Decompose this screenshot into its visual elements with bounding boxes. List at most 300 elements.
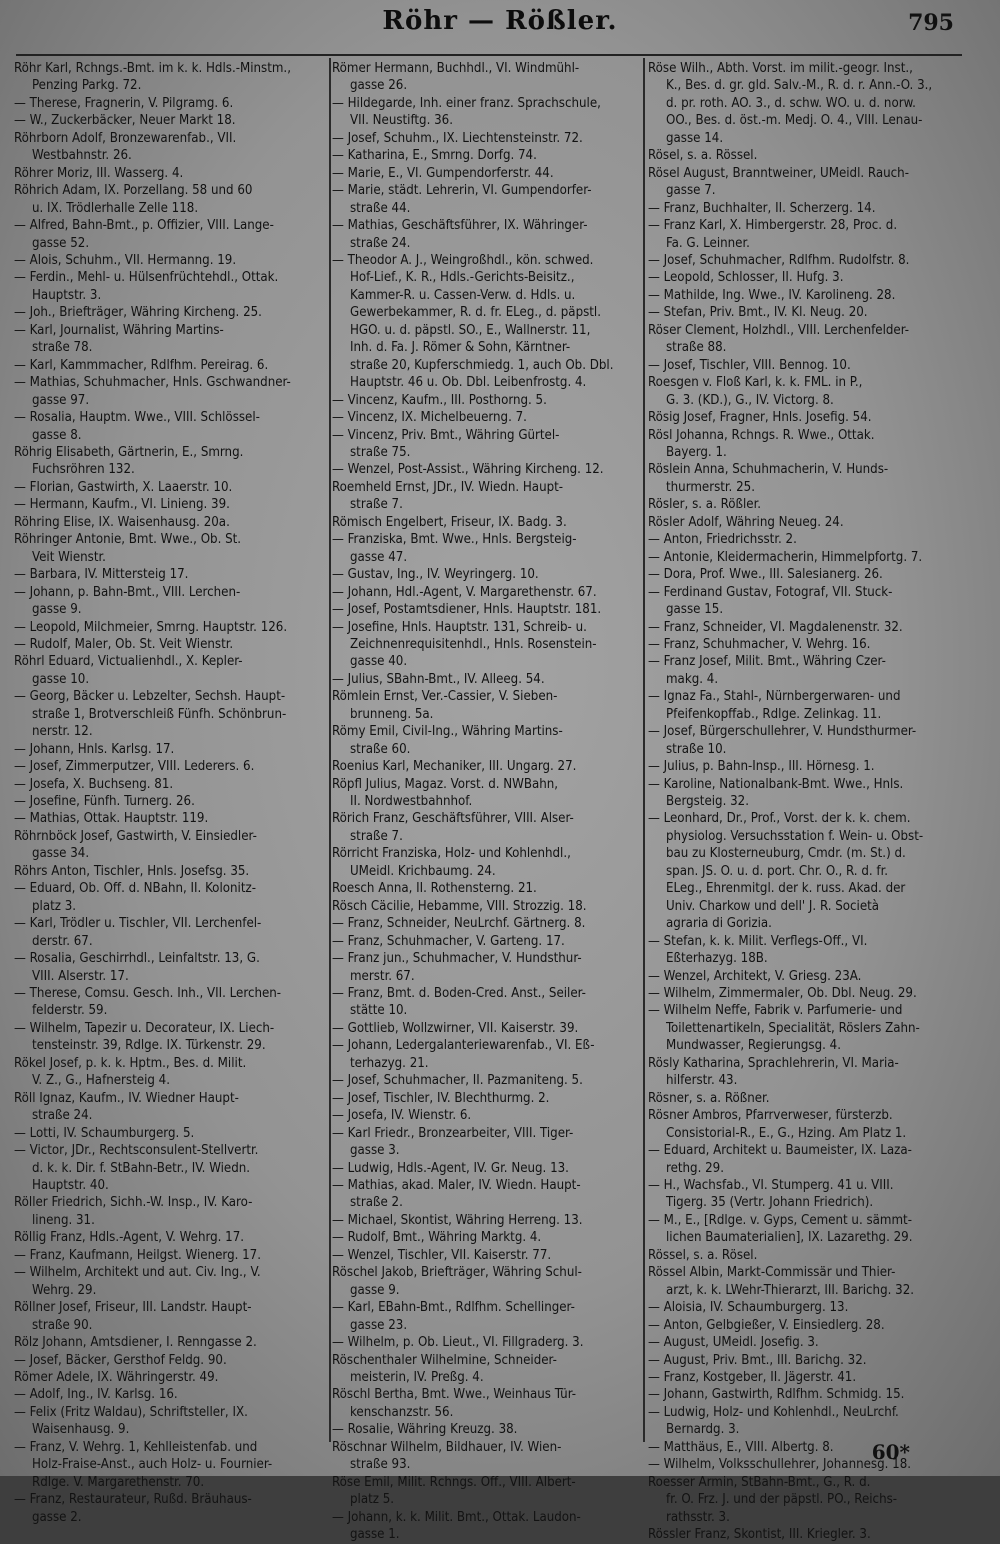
directory-entry xyxy=(14,810,329,827)
directory-entry xyxy=(332,479,642,514)
entry-line: straße 24. xyxy=(32,1108,93,1124)
entry-line: — Julius, p. Bahn-Insp., III. Hörnesg. 1. xyxy=(648,759,875,775)
entry-line: d. pr. roth. AO. 3., d. schw. WO. u. d. norw. xyxy=(666,95,916,111)
directory-entry xyxy=(14,304,329,321)
directory-entry xyxy=(332,1264,642,1299)
entry-line: — Franz, Kostgeber, II. Jägerstr. 41. xyxy=(648,1369,857,1385)
entry-line: — Karl Friedr., Bronzearbeiter, VIII. Tiger- xyxy=(332,1125,574,1141)
entry-line: straße 93. xyxy=(350,1457,411,1473)
directory-entry xyxy=(332,723,642,758)
directory-entry xyxy=(14,636,329,653)
entry-line: terhazyg. 21. xyxy=(350,1055,429,1071)
entry-line: Fa. G. Leinner. xyxy=(666,235,750,251)
directory-entry xyxy=(14,165,329,182)
directory-entry xyxy=(332,514,642,531)
entry-line: — Mathias, akad. Maler, IV. Wiedn. Haupt- xyxy=(332,1178,581,1193)
directory-entry xyxy=(14,1247,329,1264)
entry-line: — Wenzel, Tischler, VII. Kaiserstr. 77. xyxy=(332,1247,552,1263)
directory-entry xyxy=(332,130,642,147)
entry-line: Rösl Johanna, Rchngs. R. Wwe., Ottak. xyxy=(648,427,875,443)
entry-line: straße 88. xyxy=(666,340,727,356)
entry-line: — Antonie, Kleidermacherin, Himmelpfortg. 7. xyxy=(648,549,923,565)
directory-entry xyxy=(648,1526,956,1543)
directory-entry xyxy=(332,1072,642,1089)
entry-line: — Michael, Skontist, Währing Herreng. 13. xyxy=(332,1212,583,1228)
directory-entry xyxy=(332,1334,642,1351)
entry-line: Röhr Karl, Rchngs.-Bmt. im k. k. Hdls.-Minstm., xyxy=(14,61,291,76)
entry-line: OO., Bes. d. öst.-m. Medj. O. 4., VIII. Lenau- xyxy=(666,113,923,129)
directory-entry xyxy=(14,531,329,566)
directory-entry xyxy=(648,1177,956,1212)
entry-line: d. k. k. Dir. f. StBahn-Betr., IV. Wiedn. xyxy=(32,1160,251,1176)
directory-entry xyxy=(332,1037,642,1072)
directory-entry xyxy=(648,1107,956,1142)
directory-entry xyxy=(332,182,642,217)
entry-line: Kammer-R. u. Cassen-Verw. d. Hdls. u. xyxy=(350,287,576,303)
entry-line: — Leopold, Milchmeier, Smrng. Hauptstr. 126. xyxy=(14,619,288,635)
entry-line: Bergsteig. 32. xyxy=(666,794,749,810)
entry-line: — Katharina, E., Smrng. Dorfg. 74. xyxy=(332,148,537,164)
entry-line: — Josef, Postamtsdiener, Hnls. Hauptstr. 181. xyxy=(332,602,602,618)
directory-entry xyxy=(332,584,642,601)
entry-line: straße 44. xyxy=(350,200,411,216)
directory-entry xyxy=(648,1264,956,1299)
directory-entry xyxy=(648,1090,956,1107)
directory-entry xyxy=(648,304,956,321)
entry-line: rethg. 29. xyxy=(666,1160,724,1176)
entry-line: — Josef, Schuhmacher, Rdlfhm. Rudolfstr. 8. xyxy=(648,252,910,268)
directory-entry xyxy=(332,688,642,723)
entry-line: Römlein Ernst, Ver.-Cassier, V. Sieben- xyxy=(332,689,558,705)
entry-line: Gewerbekammer, R. d. fr. ELeg., d. päpstl. xyxy=(350,305,601,321)
directory-entry xyxy=(332,531,642,566)
entry-line: — Josefa, X. Buchseng. 81. xyxy=(14,776,174,792)
entry-line: Pfeifenkopffab., Rdlge. Zelinkag. 11. xyxy=(666,706,882,722)
directory-entry xyxy=(648,1212,956,1247)
entry-line: gasse 15. xyxy=(666,602,724,618)
entry-line: Rökel Josef, p. k. k. Hptm., Bes. d. Milit. xyxy=(14,1055,247,1071)
directory-entry xyxy=(14,322,329,357)
directory-entry xyxy=(332,758,642,775)
directory-entry xyxy=(648,1299,956,1316)
directory-entry xyxy=(648,1002,956,1054)
entry-line: Eßterhazyg. 18B. xyxy=(666,951,768,967)
directory-entry xyxy=(14,828,329,863)
directory-entry xyxy=(332,1177,642,1212)
entry-line: Rössel, s. a. Rösel. xyxy=(648,1247,758,1263)
directory-entry xyxy=(648,427,956,462)
entry-line: Rösner Ambros, Pfarrverweser, fürsterzb. xyxy=(648,1108,893,1124)
entry-line: brunneng. 5a. xyxy=(350,706,434,722)
entry-line: — H., Wachsfab., VI. Stumperg. 41 u. VIII. xyxy=(648,1178,894,1193)
entry-line: bau zu Klosterneuburg, Cmdr. (m. St.) d. xyxy=(666,846,906,862)
directory-entry xyxy=(332,1421,642,1438)
entry-line: Röller Friedrich, Sichh.-W. Insp., IV. Karo- xyxy=(14,1195,253,1211)
directory-entry xyxy=(14,1264,329,1299)
directory-entry xyxy=(14,1369,329,1386)
entry-line: — Karl, Kammmacher, Rdlfhm. Pereirag. 6. xyxy=(14,357,269,373)
entry-line: VII. Neustiftg. 36. xyxy=(350,113,453,129)
directory-entry xyxy=(14,1439,329,1491)
directory-entry xyxy=(14,1055,329,1090)
entry-line: — Ignaz Fa., Stahl-, Nürnbergerwaren- und xyxy=(648,689,901,705)
entry-line: — Eduard, Architekt u. Baumeister, IX. Laza- xyxy=(648,1143,912,1159)
entry-line: — Mathias, Geschäftsführer, IX. Währinger- xyxy=(332,218,588,234)
entry-line: Röschel Jakob, Briefträger, Währing Schul- xyxy=(332,1265,582,1281)
entry-line: — Franz, Restaurateur, Rußd. Bräuhaus- xyxy=(14,1492,252,1508)
directory-entry xyxy=(14,653,329,688)
entry-line: straße 24. xyxy=(350,235,411,251)
entry-line: — Karoline, Nationalbank-Bmt. Wwe., Hnls. xyxy=(648,776,904,792)
directory-entry xyxy=(648,810,956,932)
directory-entry xyxy=(648,409,956,426)
entry-line: — Adolf, Ing., IV. Karlsg. 16. xyxy=(14,1387,178,1403)
entry-line: — Franz Karl, X. Himbergerstr. 28, Proc. d. xyxy=(648,218,898,234)
entry-line: — Hildegarde, Inh. einer franz. Sprachschule, xyxy=(332,95,601,111)
entry-line: felderstr. 59. xyxy=(32,1003,108,1019)
entry-line: — Josef, Schuhm., IX. Liechtensteinstr. 72. xyxy=(332,130,583,146)
entry-line: Rösel August, Branntweiner, UMeidl. Rauch- xyxy=(648,165,909,181)
entry-line: — Georg, Bäcker u. Lebzelter, Sechsh. Haupt- xyxy=(14,689,286,705)
entry-line: — Franz, Schuhmacher, V. Wehrg. 16. xyxy=(648,636,871,652)
directory-entry xyxy=(332,810,642,845)
entry-line: Röpfl Julius, Magaz. Vorst. d. NWBahn, xyxy=(332,776,559,792)
entry-line: HGO. u. d. päpstl. SO., E., Wallnerstr. 11, xyxy=(350,322,591,338)
entry-line: — Rudolf, Bmt., Währing Marktg. 4. xyxy=(332,1230,542,1246)
entry-line: Rösler, s. a. Rößler. xyxy=(648,497,762,513)
entry-line: Roesch Anna, II. Rothensterng. 21. xyxy=(332,881,537,897)
entry-line: — Alfred, Bahn-Bmt., p. Offizier, VIII. Lange- xyxy=(14,218,274,234)
entry-line: — Therese, Fragnerin, V. Pilgramg. 6. xyxy=(14,95,234,111)
entry-line: — Franz, Kaufmann, Heilgst. Wienerg. 17. xyxy=(14,1247,261,1263)
column-left xyxy=(14,60,329,1525)
entry-line: Penzing Parkg. 72. xyxy=(32,78,142,94)
entry-line: — Barbara, IV. Mittersteig 17. xyxy=(14,567,189,583)
entry-line: — Stefan, k. k. Milit. Verflegs-Off., VI. xyxy=(648,933,868,949)
entry-line: — Joh., Briefträger, Währing Kircheng. 25. xyxy=(14,305,262,321)
entry-line: gasse 10. xyxy=(32,671,90,687)
entry-line: — Therese, Comsu. Gesch. Inh., VII. Lerchen- xyxy=(14,986,282,1002)
column-divider xyxy=(643,58,645,1442)
entry-line: Röllner Josef, Friseur, III. Landstr. Haupt- xyxy=(14,1300,252,1316)
entry-line: Rösly Katharina, Sprachlehrerin, VI. Maria- xyxy=(648,1055,899,1071)
directory-entry xyxy=(332,950,642,985)
directory-entry xyxy=(14,514,329,531)
directory-entry xyxy=(648,531,956,548)
entry-line: — Wilhelm, Tapezir u. Decorateur, IX. Liech- xyxy=(14,1020,275,1036)
entry-line: gasse 14. xyxy=(666,130,724,146)
directory-entry xyxy=(14,985,329,1020)
entry-line: platz 5. xyxy=(350,1492,395,1508)
entry-line: — Josef, Zimmerputzer, VIII. Lederers. 6. xyxy=(14,759,255,775)
directory-entry xyxy=(648,496,956,513)
entry-line: — Ferdin., Mehl- u. Hülsenfrüchtehdl., Ottak. xyxy=(14,270,279,286)
directory-entry xyxy=(648,1352,956,1369)
entry-line: — Hermann, Kaufm., VI. Linieng. 39. xyxy=(14,497,230,513)
page-number: 795 xyxy=(908,10,954,36)
entry-line: Hauptstr. 3. xyxy=(32,287,102,303)
directory-entry xyxy=(14,584,329,619)
directory-entry xyxy=(14,479,329,496)
entry-line: straße 7. xyxy=(350,497,403,513)
directory-entry xyxy=(14,130,329,165)
entry-line: — August, Priv. Bmt., III. Barichg. 32. xyxy=(648,1352,867,1368)
entry-line: Röhring Elise, IX. Waisenhausg. 20a. xyxy=(14,514,230,530)
entry-line: K., Bes. d. gr. gld. Salv.-M., R. d. r. Ann.-O. 3., xyxy=(666,78,933,94)
directory-entry xyxy=(332,619,642,671)
directory-entry xyxy=(14,374,329,409)
entry-line: — Franz, V. Wehrg. 1, Kehlleistenfab. und xyxy=(14,1439,258,1455)
header-rule xyxy=(16,54,962,56)
entry-line: — Rosalia, Hauptm. Wwe., VIII. Schlössel- xyxy=(14,410,260,426)
entry-line: — Franz, Schneider, VI. Magdalenenstr. 32. xyxy=(648,619,903,635)
entry-line: Roemheld Ernst, JDr., IV. Wiedn. Haupt- xyxy=(332,479,564,495)
directory-entry xyxy=(14,1352,329,1369)
entry-line: Bayerg. 1. xyxy=(666,444,727,460)
entry-line: Waisenhausg. 9. xyxy=(32,1422,130,1438)
entry-line: gasse 9. xyxy=(32,602,82,618)
entry-line: — Ferdinand Gustav, Fotograf, VII. Stuck- xyxy=(648,584,893,600)
entry-line: — Marie, E., VI. Gumpendorferstr. 44. xyxy=(332,165,554,181)
directory-entry xyxy=(648,287,956,304)
entry-line: — Wenzel, Post-Assist., Währing Kircheng. 12. xyxy=(332,462,604,478)
directory-entry xyxy=(332,1212,642,1229)
directory-entry xyxy=(332,1352,642,1387)
entry-line: Rösch Cäcilie, Hebamme, VIII. Strozzig. 18. xyxy=(332,898,587,914)
directory-entry xyxy=(14,1229,329,1246)
directory-entry xyxy=(332,252,642,392)
entry-line: Röslein Anna, Schuhmacherin, V. Hunds- xyxy=(648,462,889,478)
directory-entry xyxy=(648,60,956,147)
directory-entry xyxy=(14,566,329,583)
entry-line: straße 1, Brotverschleiß Fünfh. Schönbrun- xyxy=(32,706,287,722)
directory-entry xyxy=(14,776,329,793)
directory-entry xyxy=(332,1299,642,1334)
directory-entry xyxy=(648,1142,956,1177)
entry-line: — Stefan, Priv. Bmt., IV. Kl. Neug. 20. xyxy=(648,305,868,321)
entry-line: Röhrnböck Josef, Gastwirth, V. Einsiedler- xyxy=(14,828,257,844)
directory-entry xyxy=(648,985,956,1002)
directory-entry xyxy=(332,409,642,426)
entry-line: rathsstr. 3. xyxy=(666,1509,730,1525)
directory-entry xyxy=(648,1369,956,1386)
entry-line: tensteinstr. 39, Rdlge. IX. Türkenstr. 29. xyxy=(32,1038,266,1054)
directory-entry xyxy=(14,1404,329,1439)
directory-entry xyxy=(648,584,956,619)
entry-line: lichen Baumaterialien], IX. Lazarethg. 29. xyxy=(666,1230,913,1246)
entry-line: — Rosalia, Geschirrhdl., Leinfaltstr. 13, G. xyxy=(14,951,260,967)
entry-line: — Johann, Ledergalanteriewarenfab., VI. Eß- xyxy=(332,1038,595,1054)
entry-line: straße 78. xyxy=(32,340,93,356)
directory-entry xyxy=(648,1334,956,1351)
directory-entry xyxy=(332,1247,642,1264)
entry-line: gasse 8. xyxy=(32,427,82,443)
directory-entry xyxy=(648,147,956,164)
entry-line: Toilettenartikeln, Specialität, Röslers Zahn- xyxy=(666,1020,920,1036)
entry-line: Röschl Bertha, Bmt. Wwe., Weinhaus Tür- xyxy=(332,1387,577,1403)
directory-entry xyxy=(332,427,642,462)
entry-line: straße 2. xyxy=(350,1195,403,1211)
entry-line: Röhrig Elisabeth, Gärtnerin, E., Smrng. xyxy=(14,444,244,460)
directory-entry xyxy=(332,845,642,880)
directory-entry xyxy=(14,496,329,513)
directory-entry xyxy=(332,1160,642,1177)
entry-line: — Leopold, Schlosser, II. Hufg. 3. xyxy=(648,270,844,286)
directory-entry xyxy=(14,1090,329,1125)
directory-entry xyxy=(14,217,329,252)
directory-entry xyxy=(14,1491,329,1526)
directory-entry xyxy=(14,793,329,810)
directory-entry xyxy=(648,636,956,653)
entry-line: — Franz, Buchhalter, II. Scherzerg. 14. xyxy=(648,200,876,216)
entry-line: Rörich Franz, Geschäftsführer, VIII. Alser- xyxy=(332,811,574,827)
directory-entry xyxy=(648,217,956,252)
entry-line: Röhrer Moriz, III. Wasserg. 4. xyxy=(14,165,184,181)
entry-line: UMeidl. Krichbaumg. 24. xyxy=(350,863,496,879)
entry-line: — Rosalie, Währing Kreuzg. 38. xyxy=(332,1422,518,1438)
entry-line: Römer Adele, IX. Währingerstr. 49. xyxy=(14,1369,219,1385)
directory-entry xyxy=(648,322,956,357)
directory-entry xyxy=(332,1125,642,1160)
entry-line: straße 90. xyxy=(32,1317,93,1333)
entry-line: — Mathias, Ottak. Hauptstr. 119. xyxy=(14,811,209,827)
entry-line: — Franz, Bmt. d. Boden-Cred. Anst., Seiler- xyxy=(332,986,586,1002)
entry-line: — Ludwig, Hdls.-Agent, IV. Gr. Neug. 13. xyxy=(332,1160,569,1176)
entry-line: straße 60. xyxy=(350,741,411,757)
entry-line: hilferstr. 43. xyxy=(666,1073,738,1089)
entry-line: straße 20, Kupferschmiedg. 1, auch Ob. Dbl. xyxy=(350,357,614,373)
entry-line: gasse 1. xyxy=(350,1527,400,1543)
entry-line: — Vincenz, Priv. Bmt., Währing Gürtel- xyxy=(332,427,560,443)
directory-entry xyxy=(14,619,329,636)
directory-entry xyxy=(14,1142,329,1194)
entry-line: — August, UMeidl. Josefig. 3. xyxy=(648,1335,819,1351)
entry-line: — Aloisia, IV. Schaumburgerg. 13. xyxy=(648,1300,849,1316)
entry-line: — Johann, k. k. Milit. Bmt., Ottak. Laudon- xyxy=(332,1509,581,1525)
entry-line: Röhrborn Adolf, Bronzewarenfab., VII. xyxy=(14,130,237,146)
directory-entry xyxy=(648,1317,956,1334)
directory-entry xyxy=(14,1334,329,1351)
directory-entry xyxy=(332,217,642,252)
entry-line: — Florian, Gastwirth, X. Laaerstr. 10. xyxy=(14,479,233,495)
entry-line: — Johann, Gastwirth, Rdlfhm. Schmidg. 15. xyxy=(648,1387,905,1403)
directory-entry xyxy=(648,1247,956,1264)
directory-entry xyxy=(332,392,642,409)
entry-line: Rölz Johann, Amtsdiener, I. Renngasse 2. xyxy=(14,1335,257,1351)
entry-line: — Gustav, Ing., IV. Weyringerg. 10. xyxy=(332,567,539,583)
directory-entry xyxy=(14,95,329,112)
directory-entry xyxy=(14,182,329,217)
entry-line: — Leonhard, Dr., Prof., Vorst. der k. k. chem. xyxy=(648,811,911,827)
directory-entry xyxy=(648,165,956,200)
directory-entry xyxy=(648,374,956,409)
entry-line: — Vincenz, Kaufm., III. Posthorng. 5. xyxy=(332,392,547,408)
entry-line: — Franziska, Bmt. Wwe., Hnls. Bergsteig- xyxy=(332,532,577,548)
entry-line: — Josef, Tischler, IV. Blechthurmg. 2. xyxy=(332,1090,550,1106)
entry-line: physiolog. Versuchsstation f. Wein- u. Obst- xyxy=(666,828,924,844)
entry-line: — Dora, Prof. Wwe., III. Salesianerg. 26. xyxy=(648,567,883,583)
entry-line: — Gottlieb, Wollzwirner, VII. Kaiserstr. 39. xyxy=(332,1020,579,1036)
entry-line: — Lotti, IV. Schaumburgerg. 5. xyxy=(14,1125,195,1141)
directory-entry xyxy=(14,915,329,950)
directory-entry xyxy=(332,880,642,897)
entry-line: Röser Clement, Holzhdl., VIII. Lerchenfelder- xyxy=(648,322,910,338)
directory-entry xyxy=(332,95,642,130)
entry-line: Roesgen v. Floß Karl, k. k. FML. in P., xyxy=(648,375,863,391)
entry-line: — Mathilde, Ing. Wwe., IV. Karolineng. 28. xyxy=(648,287,896,303)
entry-line: Univ. Charkow und dell' J. R. Società xyxy=(666,898,880,914)
directory-entry xyxy=(14,1386,329,1403)
column-divider xyxy=(329,58,331,1442)
directory-entry xyxy=(332,671,642,688)
directory-entry xyxy=(332,915,642,932)
entry-line: — Karl, Journalist, Währing Martins- xyxy=(14,322,224,338)
entry-line: II. Nordwestbahnhof. xyxy=(350,794,473,810)
entry-line: VIII. Alserstr. 17. xyxy=(32,968,129,984)
entry-line: — Ludwig, Holz- und Kohlenhdl., NeuLrchf. xyxy=(648,1404,899,1420)
directory-entry xyxy=(648,566,956,583)
directory-entry xyxy=(332,933,642,950)
directory-entry xyxy=(648,269,956,286)
entry-line: — Anton, Friedrichsstr. 2. xyxy=(648,532,797,548)
directory-entry xyxy=(648,688,956,723)
entry-line: — Johann, p. Bahn-Bmt., VIII. Lerchen- xyxy=(14,584,241,600)
entry-line: derstr. 67. xyxy=(32,933,93,949)
entry-line: Rösel, s. a. Rössel. xyxy=(648,148,758,164)
directory-entry xyxy=(648,758,956,775)
entry-line: span. JS. O. u. d. port. Chr. O., R. d. fr. xyxy=(666,863,888,879)
entry-line: — M., E., [Rdlge. v. Gyps, Cement u. sämmt- xyxy=(648,1212,912,1228)
entry-line: Roesser Armin, StBahn-Bmt., G., R. d. xyxy=(648,1474,871,1490)
directory-entry xyxy=(332,1090,642,1107)
directory-entry xyxy=(14,688,329,740)
entry-line: Veit Wienstr. xyxy=(32,549,106,565)
directory-entry xyxy=(14,409,329,444)
entry-line: — Wilhelm, p. Ob. Lieut., VI. Fillgraderg. 3. xyxy=(332,1335,584,1351)
directory-entry xyxy=(648,549,956,566)
directory-entry xyxy=(648,723,956,758)
directory-entry xyxy=(648,776,956,811)
entry-line: — Josef, Tischler, VIII. Bennog. 10. xyxy=(648,357,851,373)
entry-line: Rössel Albin, Markt-Commissär und Thier- xyxy=(648,1265,896,1281)
entry-line: lineng. 31. xyxy=(32,1212,95,1228)
entry-line: fr. O. Frz. J. und der päpstl. PO., Reichs- xyxy=(666,1492,898,1508)
entry-line: Rösig Josef, Fragner, Hnls. Josefig. 54. xyxy=(648,410,872,426)
column-middle xyxy=(332,60,642,1543)
entry-line: Hauptstr. 46 u. Ob. Dbl. Leibenfrostg. 4. xyxy=(350,375,587,391)
entry-line: Roenius Karl, Mechaniker, III. Ungarg. 27. xyxy=(332,759,577,775)
page-title: Röhr — Rößler. xyxy=(382,6,618,36)
entry-line: ELeg., Ehrenmitgl. der k. russ. Akad. der xyxy=(666,881,906,897)
entry-line: gasse 23. xyxy=(350,1317,408,1333)
entry-line: — Wilhelm, Zimmermaler, Ob. Dbl. Neug. 29. xyxy=(648,986,917,1002)
entry-line: — Karl, EBahn-Bmt., Rdlfhm. Schellinger- xyxy=(332,1300,575,1316)
entry-line: — Franz, Schneider, NeuLrchf. Gärtnerg. 8. xyxy=(332,916,586,932)
entry-line: — Franz Josef, Milit. Bmt., Währing Czer- xyxy=(648,654,886,670)
directory-entry xyxy=(14,880,329,915)
entry-line: Bernardg. 3. xyxy=(666,1422,740,1438)
directory-entry xyxy=(648,461,956,496)
entry-line: platz 3. xyxy=(32,898,77,914)
directory-entry xyxy=(332,165,642,182)
directory-entry xyxy=(332,1386,642,1421)
directory-entry xyxy=(332,60,642,95)
directory-entry xyxy=(332,1229,642,1246)
entry-line: — Wenzel, Architekt, V. Griesg. 23A. xyxy=(648,968,862,984)
entry-line: arzt, k. k. LWehr-Thierarzt, III. Barichg. 32. xyxy=(666,1282,915,1298)
signature-mark: 60* xyxy=(871,1440,910,1464)
directory-entry xyxy=(648,514,956,531)
